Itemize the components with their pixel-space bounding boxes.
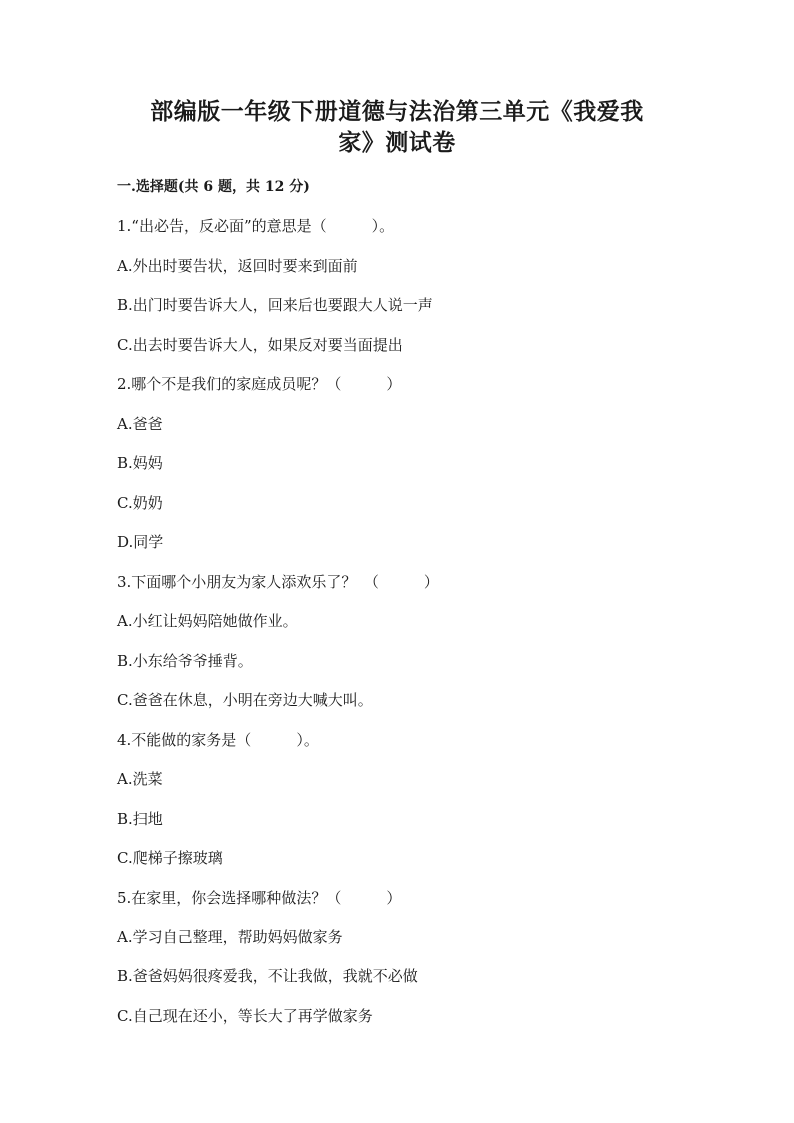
question-5-option-c: C.自己现在还小，等长大了再学做家务 (117, 1007, 373, 1025)
question-4-option-a: A.洗菜 (117, 770, 163, 788)
question-2-option-a: A.爸爸 (117, 415, 163, 433)
question-3: 3.下面哪个小朋友为家人添欢乐了？ （ ） (117, 573, 439, 591)
question-3-option-b: B.小东给爷爷捶背。 (117, 652, 253, 670)
document-title-line-2: 家》测试卷 (338, 129, 456, 156)
question-2-option-c: C.奶奶 (117, 494, 163, 512)
question-5-option-a: A.学习自己整理，帮助妈妈做家务 (117, 928, 343, 946)
question-5-option-b: B.爸爸妈妈很疼爱我，不让我做，我就不必做 (117, 967, 418, 985)
question-2-option-d: D.同学 (117, 533, 164, 551)
question-1-option-c: C.出去时要告诉大人，如果反对要当面提出 (117, 336, 403, 354)
question-4: 4.不能做的家务是（ ）。 (117, 731, 319, 749)
question-3-option-a: A.小红让妈妈陪她做作业。 (117, 612, 298, 630)
question-1-option-a: A.外出时要告状，返回时要来到面前 (117, 257, 358, 275)
question-2: 2.哪个不是我们的家庭成员呢？（ ） (117, 375, 402, 393)
question-4-option-b: B.扫地 (117, 810, 163, 828)
question-5: 5.在家里，你会选择哪种做法？（ ） (117, 889, 402, 907)
question-1-option-b: B.出门时要告诉大人，回来后也要跟大人说一声 (117, 296, 433, 314)
section-heading: 一.选择题(共 6 题，共 12 分) (117, 179, 310, 195)
question-3-option-c: C.爸爸在休息，小明在旁边大喊大叫。 (117, 691, 373, 709)
question-4-option-c: C.爬梯子擦玻璃 (117, 849, 223, 867)
document-title-line-1: 部编版一年级下册道德与法治第三单元《我爱我 (150, 98, 644, 125)
question-1: 1.“出必告，反必面”的意思是（ ）。 (117, 217, 395, 235)
question-2-option-b: B.妈妈 (117, 454, 163, 472)
